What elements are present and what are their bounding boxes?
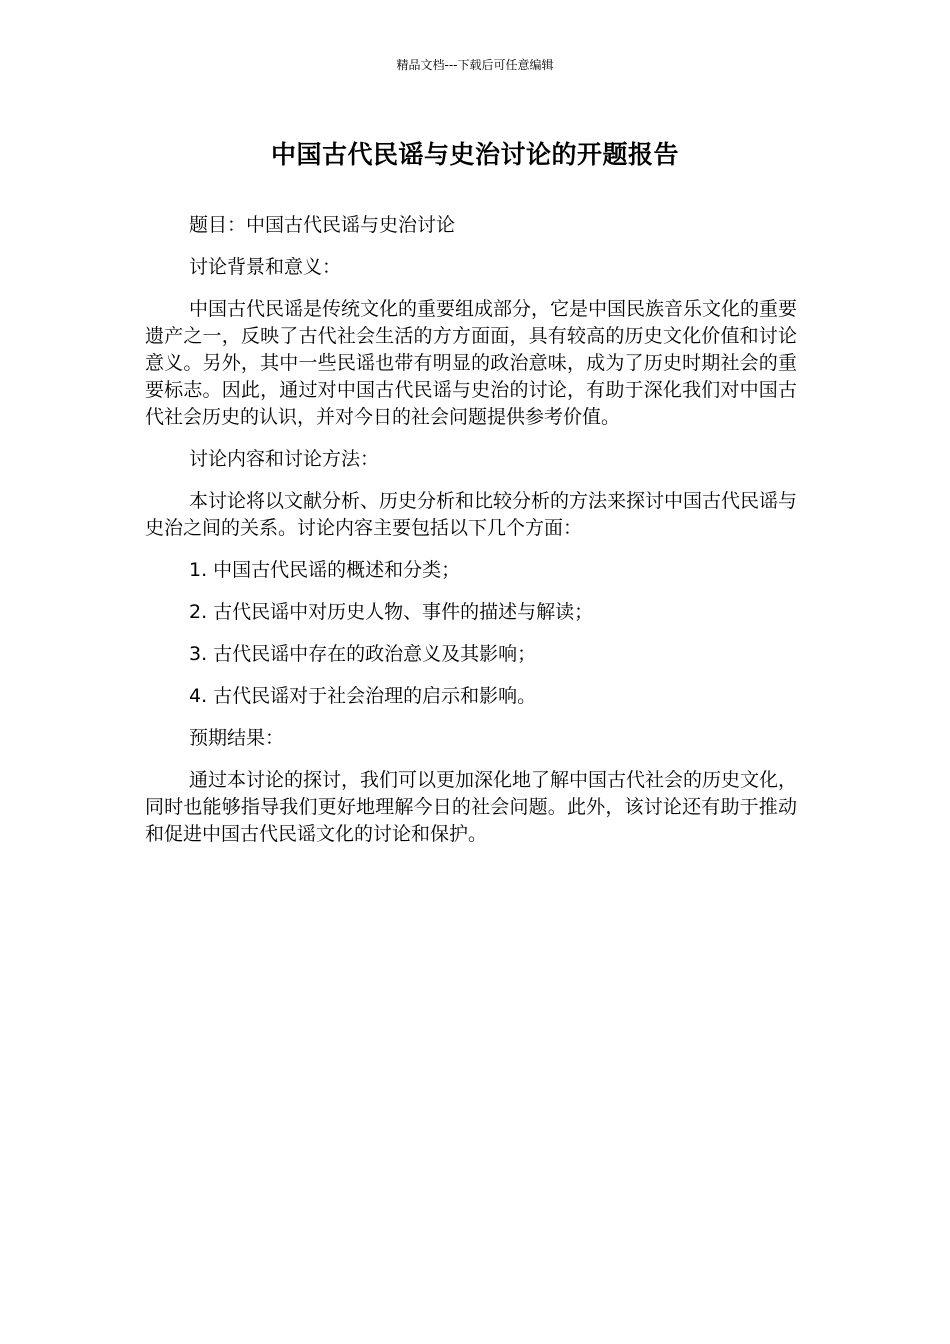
topic-line: 题目：中国古代民谣与史治讨论 bbox=[189, 214, 456, 236]
content-paragraph: 本讨论将以文献分析、历史分析和比较分析的方法来探讨中国古代民谣与史治之间的关系。讨论内容主要包括以下几个方面： bbox=[145, 490, 798, 539]
results-paragraph: 通过本讨论的探讨，我们可以更加深化地了解中国古代社会的历史文化，同时也能够指导我们更好地理解今日的社会问题。此外，该讨论还有助于推动和促进中国古代民谣文化的讨论和保护。 bbox=[145, 769, 798, 845]
document-body bbox=[145, 212, 797, 863]
list-item-4: 4. 古代民谣对于社会治理的启示和影响。 bbox=[189, 685, 537, 707]
list-item-3: 3. 古代民谣中存在的政治意义及其影响； bbox=[189, 643, 537, 665]
document-title: 中国古代民谣与史治讨论的开题报告 bbox=[270, 140, 679, 169]
list-item-2: 2. 古代民谣中对历史人物、事件的描述与解读； bbox=[189, 601, 594, 623]
page-header-watermark: 精品文档---下载后可任意编辑 bbox=[396, 58, 554, 72]
background-heading: 讨论背景和意义： bbox=[189, 256, 342, 278]
results-heading: 预期结果： bbox=[189, 727, 285, 749]
background-paragraph: 中国古代民谣是传统文化的重要组成部分，它是中国民族音乐文化的重要遗产之一，反映了古代社会生活的方方面面，具有较高的历史文化价值和讨论意义。另外，其中一些民谣也带有明显的政治意味，成为了历史时期社会的重要标志。因此，通过对中国古代民谣与史治的讨论，有助于深化我们对中国古代社会历史的认识，并对今日的社会问题提供参考价值。 bbox=[145, 298, 798, 428]
content-heading: 讨论内容和讨论方法： bbox=[189, 448, 380, 470]
list-item-1: 1. 中国古代民谣的概述和分类； bbox=[189, 559, 461, 581]
